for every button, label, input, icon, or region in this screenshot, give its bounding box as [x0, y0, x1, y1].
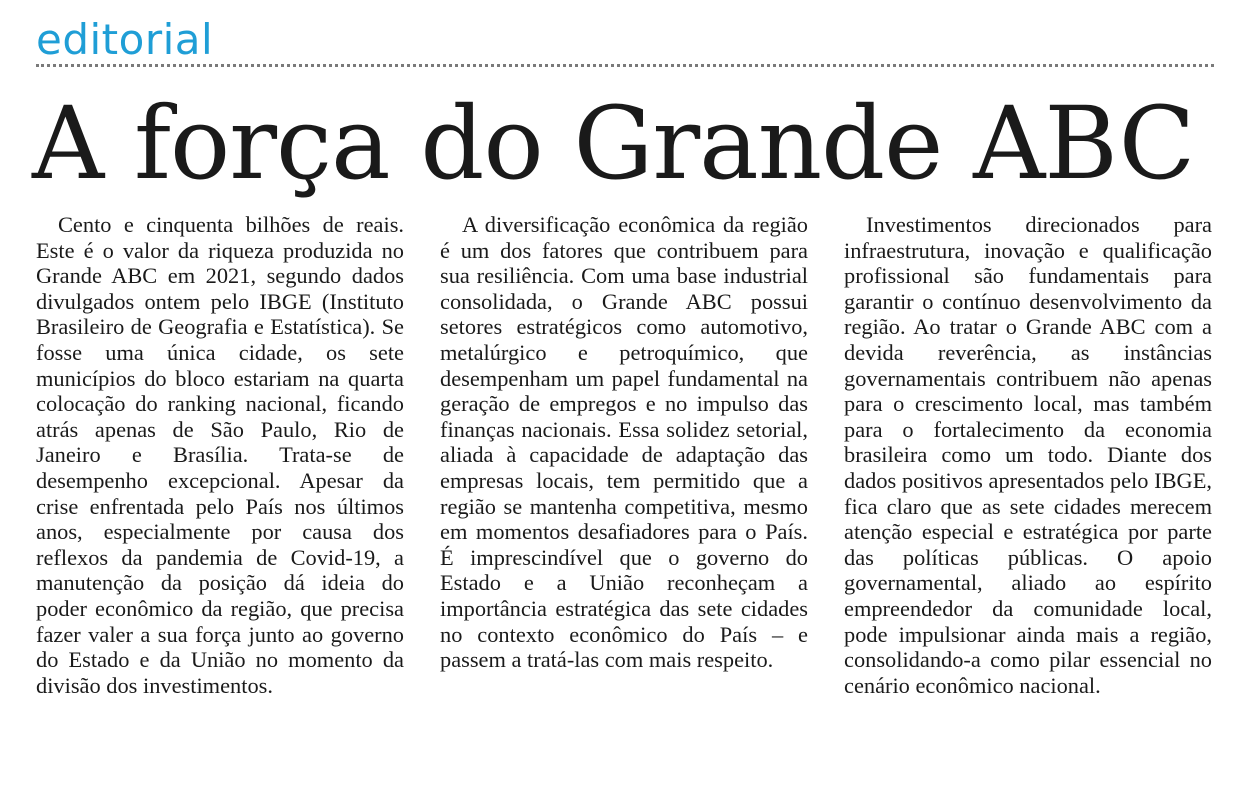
headline: A força do Grande ABC — [32, 85, 1195, 202]
body-column-1: Cento e cinquenta bilhões de reais. Este é o valor da riqueza produzida no Grande ABC em 2021, segundo dados divulgados ontem pelo IBGE (Instituto Brasileiro de Geografia e Estatística). Se fosse uma única cidade, os sete municípios do bloco estariam na quarta colocação do ranking nacional, ficando atrás apenas de São Paulo, Rio de Janeiro e Brasília. Trata-se de desempenho excepcional. Apesar da crise enfrentada pelo País nos últimos anos, especialmente por causa dos reflexos da pandemia de Covid-19, a manutenção da posição dá ideia do poder econômico da região, que precisa fazer valer a sua força junto ao governo do Estado e da União no momento da divisão dos investimentos. — [36, 212, 404, 698]
section-label: editorial — [36, 15, 214, 64]
body-column-3: Investimentos direcionados para infraestrutura, inovação e qualificação profissional são fundamentais para garantir o contínuo desenvolvimento da região. Ao tratar o Grande ABC com a devida reverência, as instâncias governamentais contribuem não apenas para o crescimento local, mas também para o fortalecimento da economia brasileira como um todo. Diante dos dados positivos apresentados pelo IBGE, fica claro que as sete cidades merecem atenção especial e estratégica por parte das políticas públicas. O apoio governamental, aliado ao espírito empreendedor da comunidade local, pode impulsionar ainda mais a região, consolidando-a como pilar essencial no cenário econômico nacional. — [844, 212, 1212, 698]
body-column-2: A diversificação econômica da região é um dos fatores que contribuem para sua resiliência. Com uma base industrial consolidada, o Grande ABC possui setores estratégicos como automotivo, metalúrgico e petroquímico, que desempenham um papel fundamental na geração de empregos e no impulso das finanças nacionais. Essa solidez setorial, aliada à capacidade de adaptação das empresas locais, tem permitido que a região se mantenha competitiva, mesmo em momentos desafiadores para o País. É imprescindível que o governo do Estado e a União reconheçam a importância estratégica das sete cidades no contexto econômico do País – e passem a tratá-las com mais respeito. — [440, 212, 808, 673]
dotted-divider — [36, 64, 1214, 67]
body-columns — [36, 212, 1212, 698]
